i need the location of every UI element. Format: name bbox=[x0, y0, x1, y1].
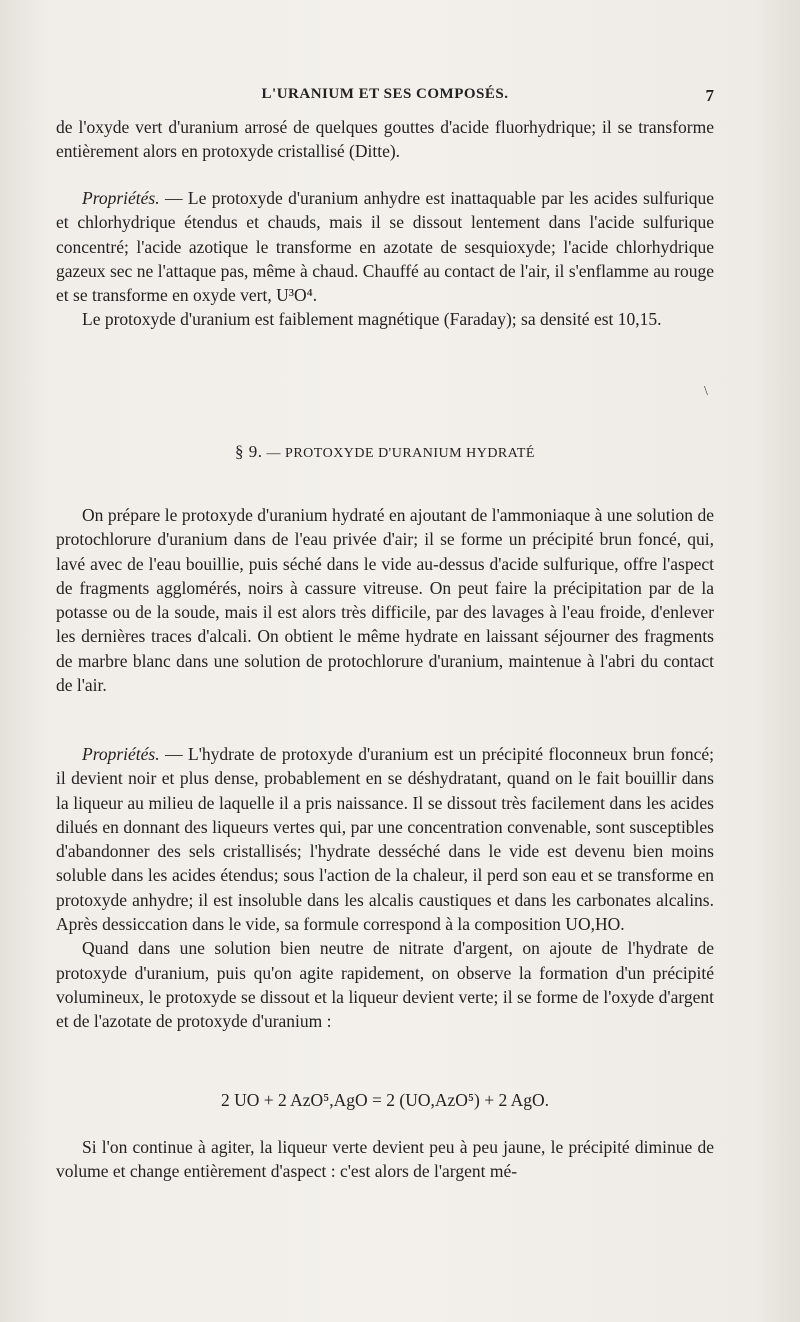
continuation-section bbox=[56, 1135, 714, 1184]
page-header bbox=[56, 86, 714, 110]
running-title: L'URANIUM ET SES COMPOSÉS. bbox=[261, 86, 509, 102]
section-title: — PROTOXYDE D'URANIUM HYDRATÉ bbox=[262, 446, 535, 461]
paragraph-body: — L'hydrate de protoxyde d'uranium est un précipité floconneux brun foncé; il devient noir et plus dense, probablement en se déshydratant, quand on le fait bouillir dans la liqueur au milieu de laquelle il a pris naissance. Il se dissout très facilement dans les acides dilués en donnant des liqueurs vertes qui, par une concentration convenable, sont susceptibles d'abandonner des sels cristallisés; l'hydrate desséché dans le vide est devenu bien moins soluble dans les acides étendus; sous l'action de la chaleur, il perd son eau et se transforme en protoxyde anhydre; il est insoluble dans les alcalis caustiques et dans les carbonates alcalins. Après dessiccation dans le vide, sa formule correspond à la composition UO,HO. bbox=[56, 744, 714, 935]
paragraph-magnetism: Le protoxyde d'uranium est faiblement magnétique (Faraday); sa densité est 10,15. bbox=[82, 309, 662, 330]
paragraph-text: de l'oxyde vert d'uranium arrosé de quelques gouttes d'acide fluorhydrique; il se transforme entièrement alors en protoxyde cristallisé (Ditte). bbox=[56, 117, 714, 162]
paragraph-properties-hydrate bbox=[56, 742, 714, 936]
paragraph-properties-anhydrous bbox=[56, 186, 714, 307]
paragraph-silver-nitrate: Quand dans une solution bien neutre de nitrate d'argent, on ajoute de l'hydrate de protoxyde d'uranium, puis qu'on agite rapidement, on observe la formation d'un précipité volumineux, le protoxyde se dissout et la liqueur devient verte; il se forme de l'oxyde d'argent et de l'azotate de protoxyde d'uranium : bbox=[56, 938, 714, 1032]
ink-mark: \ bbox=[704, 384, 708, 399]
page-number: 7 bbox=[705, 86, 714, 105]
paragraph-lead: Propriétés. bbox=[82, 744, 160, 764]
paragraph-lead: Propriétés. bbox=[82, 188, 160, 208]
paragraph-body: — Le protoxyde d'uranium anhydre est inattaquable par les acides sulfurique et chlorhydrique étendus et chauds, mais il se dissout lentement dans l'acide sulfurique concentré; l'acide azotique le transforme en azotate de sesquioxyde; l'acide chlorhydrique gazeux sec ne l'attaque pas, même à chaud. Chauffé au contact de l'air, il s'enflamme au rouge et se transforme en oxyde vert, U³O⁴. bbox=[56, 188, 714, 306]
properties-anhydrous-section bbox=[56, 186, 714, 332]
paragraph-preparation: On prépare le protoxyde d'uranium hydraté en ajoutant de l'ammoniaque à une solution de protochlorure d'uranium dans de l'eau privée d'air; il se forme un précipité brun foncé, qui, lavé avec de l'eau bouillie, puis séché dans le vide au-dessus d'acide sulfurique, offre l'aspect de fragments agglomérés, noirs à cassure vitreuse. On peut faire la précipitation par de la potasse ou de la soude, mais il est alors très difficile, par des lavages à l'eau froide, d'enlever les dernières traces d'alcali. On obtient le même hydrate en laissant séjourner des fragments de marbre blanc dans une solution de protochlorure d'uranium, maintenue à l'abri du contact de l'air. bbox=[56, 505, 714, 696]
section-heading bbox=[56, 442, 714, 462]
chemical-equation: 2 UO + 2 AzO⁵,AgO = 2 (UO,AzO⁵) + 2 AgO. bbox=[220, 1090, 550, 1110]
paragraph-continuation bbox=[56, 115, 714, 164]
properties-hydrate-section bbox=[56, 742, 714, 1034]
paragraph-continuation-end: Si l'on continue à agiter, la liqueur verte devient peu à peu jaune, le précipité diminue de volume et change entièrement d'aspect : c'est alors de l'argent mé- bbox=[56, 1137, 714, 1182]
section-number: § 9. bbox=[235, 442, 263, 461]
preparation-section bbox=[56, 503, 714, 697]
